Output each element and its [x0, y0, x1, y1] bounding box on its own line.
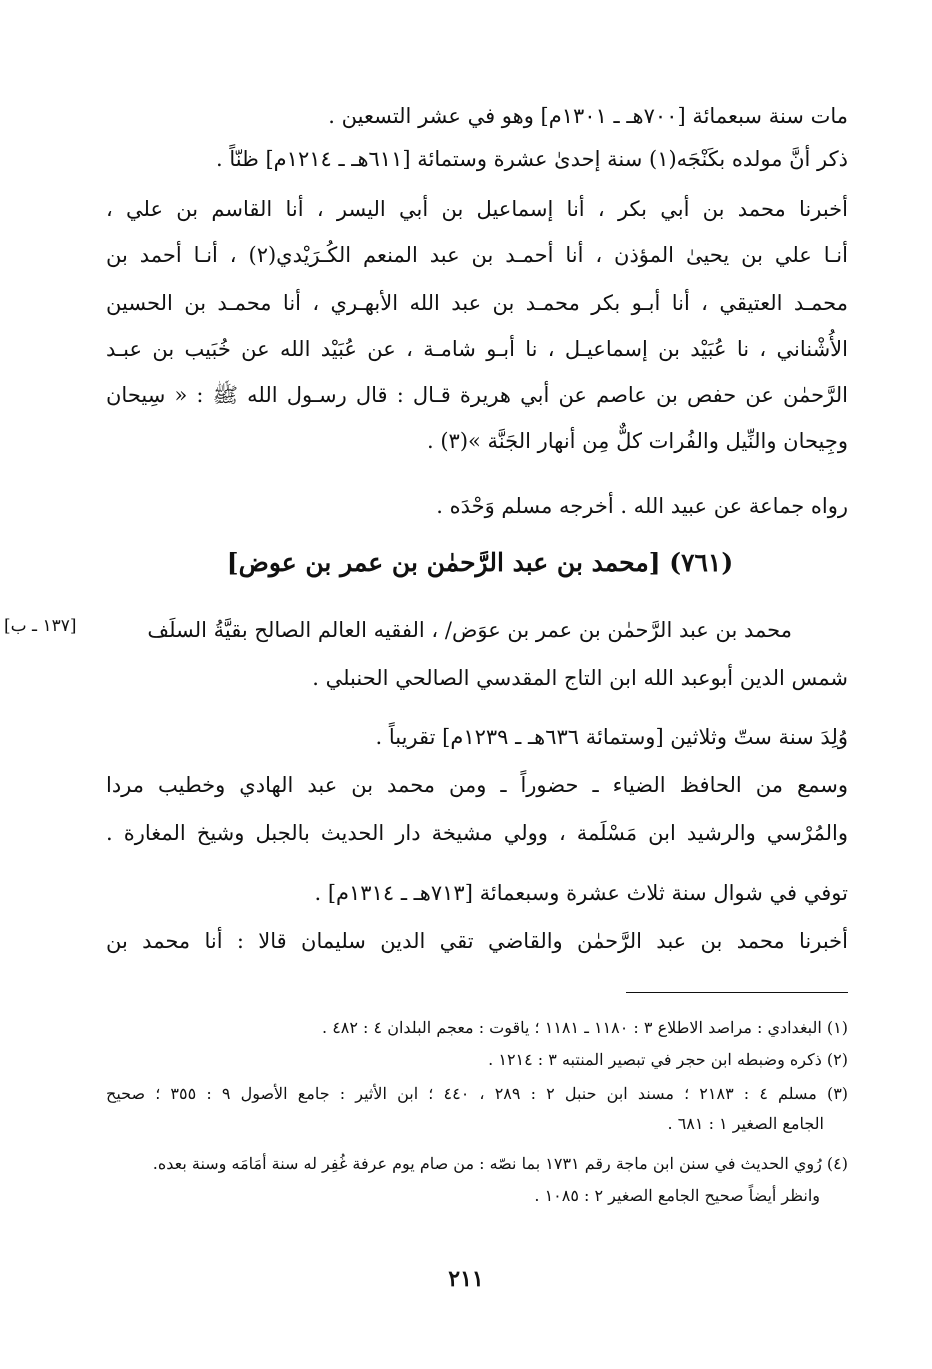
entry-heading: (٧٦١) [محمد بن عبد الرَّحمٰن بن عمر بن عوض] [226, 548, 734, 577]
body-line-1: مات سنة سبعمائة [٧٠٠هـ ـ ١٣٠١م] وهو في عشر التسعين . [328, 104, 848, 128]
entry-line-3: وُلِدَ سنة ستّ وثلاثين [وستمائة ٦٣٦هـ ـ ١٢٣٩م] تقريباً . [375, 725, 848, 749]
entry-line-7: أخبرنا محمد بن عبد الرَّحمٰن والقاضي تقي الدين سليمان قالا : أنا محمد بن [106, 929, 848, 953]
entry-line-1: محمد بن عبد الرَّحمٰن بن عمر بن عوَض/ ، الفقيه العالم الصالح بقيَّةُ السلَف [147, 618, 792, 642]
body-line-8: وجِيحان والنِّيل والفُرات كلٌّ مِن أنهار الجَنَّة »(٣) . [427, 429, 848, 453]
body-line-2: ذكر أنَّ مولده بكَنْجَه(١) سنة إحدىٰ عشرة وستمائة [٦١١هـ ـ ١٢١٤م] ظنّاً . [216, 147, 848, 171]
page-number: ٢١١ [448, 1266, 484, 1292]
entry-line-6: توفي في شوال سنة ثلاث عشرة وسبعمائة [٧١٣هـ ـ ١٣١٤م] . [314, 881, 848, 905]
entry-line-4: وسمع من الحافظ الضياء ـ حضوراً ـ ومن محمد بن عبد الهادي وخطيب مردا [106, 773, 848, 797]
footnote-3-continued: الجامع الصغير ١ : ٦٨١ . [667, 1114, 824, 1133]
body-line-3: أخبرنا محمد بن أبي بكر ، أنا إسماعيل بن أبي اليسر ، أنا القاسم بن علي ، [106, 197, 848, 221]
footnote-2: (٢) ذكره وضبطه ابن حجر في تبصير المنتبه ٣ : ١٢١٤ . [488, 1050, 848, 1069]
footnote-4: (٤) رُوي الحديث في سنن ابن ماجة رقم ١٧٣١ بما نصّه : من صام يوم عرفة غُفِر له سنة أمَامَه وسنة بعده. [152, 1154, 848, 1173]
body-line-9: رواه جماعة عن عبيد الله . أخرجه مسلم وَحْدَه . [436, 494, 848, 518]
footnote-4-continued: وانظر أيضاً صحيح الجامع الصغير ٢ : ١٠٨٥ . [534, 1186, 820, 1205]
entry-line-2: شمس الدين أبوعبد الله ابن التاج المقدسي الصالحي الحنبلي . [312, 666, 848, 690]
entry-line-5: والمُرْسي والرشيد ابن مَسْلَمة ، وولي مشيخة دار الحديث بالجبل وشيخ المغارة . [106, 821, 848, 845]
footnote-separator [626, 992, 848, 993]
margin-folio-reference: [١٣٧ ـ ب] [4, 616, 77, 636]
body-line-7: الرَّحمٰن عن حفص بن عاصم عن أبي هريرة قـال : قال رسـول الله ﷺ : « سِيحان [106, 383, 848, 407]
body-line-5: محمـد العتيقي ، أنا أبـو بكر محمـد بن عبد الله الأبهـري ، أنا محمـد بن الحسين [106, 291, 848, 315]
footnote-1: (١) البغدادي : مراصد الاطلاع ٣ : ١١٨٠ ـ ١١٨١ ؛ ياقوت : معجم البلدان ٤ : ٤٨٢ . [322, 1018, 848, 1037]
body-line-6: الأُشْناني ، نا عُبَيْد بن إسماعيـل ، نا أبـو شامـة ، عن عُبَيْد الله عن خُبَيب بن عبـد [106, 337, 848, 361]
body-line-4: أنـا علي بن يحيىٰ المؤذن ، أنا أحمـد بن عبد المنعم الكُـرَيْدي(٢) ، أنـا أحمد بن [106, 243, 848, 267]
footnote-3: (٣) مسلم ٤ : ٢١٨٣ ؛ مسند ابن حنبل ٢ : ٢٨٩ ، ٤٤٠ ؛ ابن الأثير : جامع الأصول ٩ : ٣٥٥ ؛ صحيح [106, 1084, 849, 1103]
